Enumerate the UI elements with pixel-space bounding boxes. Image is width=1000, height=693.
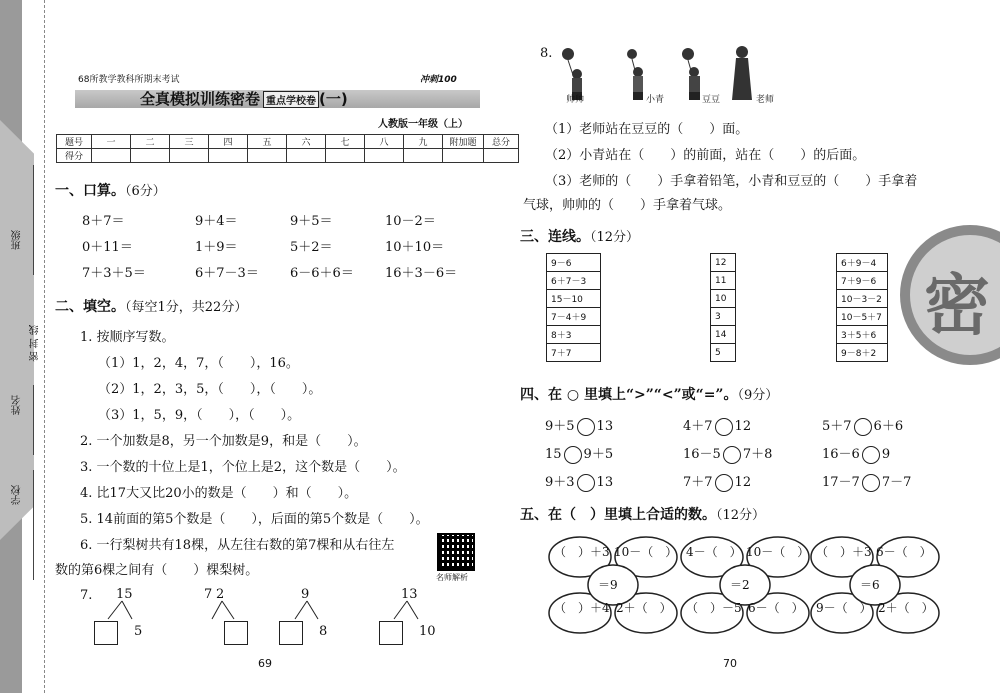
match-cell[interactable]: 9－6 [547,254,601,272]
flower-bl[interactable]: （ ）－5 [686,601,742,615]
q1c: （3）1，5，9，（ ），（ ）。 [98,408,301,423]
secret-stamp: 密 [900,225,1000,365]
q8c1: （3）老师的（ ）手拿着铅笔，小青和豆豆的（ ）手拿着 [545,174,918,189]
mental-math-item: 6－6＋6＝ [290,266,354,281]
score-cell[interactable] [365,149,404,163]
name-doudou: 豆豆 [702,95,721,105]
match-column-1 [546,253,601,362]
compare-circle[interactable] [577,418,595,436]
match-cell[interactable]: 15－10 [547,290,601,308]
flower-center: ＝2 [730,578,750,592]
compare-item: 9＋5 13 [545,419,614,434]
section5-title: 五、在（ ）里填上合适的数。（12分） [520,507,766,523]
q1: 1. 按顺序写数。 [80,330,175,345]
match-cell[interactable]: 7＋7 [547,344,601,362]
section4-title: 四、在 ○ 里填上“>”“<”或“=”。（9分） [520,387,779,403]
q8b: （2）小青站在（ ）的前面，站在（ ）的后面。 [545,148,866,163]
field-line-school [33,470,34,580]
score-header-cell: 一 [92,135,131,149]
score-header-cell: 附加题 [443,135,484,149]
q1a: （1）1，2，4，7，（ ），16。 [98,356,299,371]
compare-item: 5＋7 6＋6 [822,419,904,434]
compare-item: 7＋7 12 [683,475,752,490]
match-column-2 [710,253,736,362]
compare-circle[interactable] [854,418,872,436]
compare-circle[interactable] [715,474,733,492]
series-name: 68所教学教科所期末考试 [78,75,180,85]
cut-line [44,0,45,693]
name-shuaishuai: 帅帅 [566,95,585,105]
match-cell[interactable]: 10－5＋7 [837,308,888,326]
q7-label: 7. [80,588,93,603]
mental-math-item: 8＋7＝ [82,214,125,229]
split-right-number: 8 [319,624,328,639]
split-right-number: 10 [419,624,436,639]
mental-math-item: 1＋9＝ [195,240,238,255]
score-cell[interactable] [443,149,484,163]
compare-item: 16－6 9 [822,447,891,462]
score-cell[interactable] [170,149,209,163]
flower-tr[interactable]: 10－（ ） [614,545,678,559]
school-badge: 重点学校卷 [263,91,319,108]
page-number-right: 70 [723,657,737,670]
compare-item: 17－7 7－7 [822,475,912,490]
score-cell[interactable] [209,149,248,163]
match-column-3 [836,253,888,362]
mental-math-item: 6＋7－3＝ [195,266,259,281]
mental-math-item: 0＋11＝ [82,240,133,255]
class-label: 班级 [12,230,23,250]
q6a: 6. 一行梨树共有18棵，从左往右数的第7棵和从右往左 [80,538,395,553]
figure-teacher [732,46,752,100]
score-header-cell: 四 [209,135,248,149]
split-top-number: 9 [301,587,310,602]
score-header-cell: 三 [170,135,209,149]
flower-br[interactable]: 2＋（ ） [616,601,672,615]
number-flower [810,535,940,635]
match-cell[interactable]: 10 [711,290,736,308]
name-label: 姓名 [12,395,23,415]
compare-item: 15 9＋5 [545,447,614,462]
school-label: 学校 [12,485,23,505]
score-header-cell: 七 [326,135,365,149]
match-cell[interactable]: 3＋5＋6 [837,326,888,344]
score-row-label: 得分 [57,149,92,163]
q4: 4. 比17大又比20小的数是（ ）和（ ）。 [80,486,358,501]
compare-circle[interactable] [862,446,880,464]
number-flower [680,535,810,635]
mental-math-item: 16＋3－6＝ [385,266,458,281]
mental-math-item: 7＋3＋5＝ [82,266,146,281]
field-line-class [33,165,34,275]
q2: 2. 一个加数是8，另一个加数是9，和是（ ）。 [80,434,367,449]
q1b: （2）1，2，3，5，（ ），（ ）。 [98,382,322,397]
match-cell[interactable]: 5 [711,344,736,362]
split-top-number: 2 [216,587,225,602]
match-cell[interactable]: 11 [711,272,736,290]
score-header-cell: 八 [365,135,404,149]
split-top-number: 13 [401,587,418,602]
brand: 冲刺100 [420,75,457,85]
answer-box[interactable] [279,621,303,645]
compare-circle[interactable] [564,446,582,464]
flower-tl[interactable]: （ ）＋3 [554,545,610,559]
match-cell[interactable]: 3 [711,308,736,326]
mental-math-item: 9＋4＝ [195,214,238,229]
mental-math-item: 10－2＝ [385,214,436,229]
flower-tr[interactable]: 10－（ ） [746,545,810,559]
match-cell[interactable]: 9－8＋2 [837,344,888,362]
flower-bl[interactable]: 9－（ ） [816,601,872,615]
compare-item: 4＋7 12 [683,419,752,434]
match-cell[interactable]: 7＋9－6 [837,272,888,290]
flower-br[interactable]: 2＋（ ） [878,601,934,615]
match-cell[interactable]: 8＋3 [547,326,601,344]
qr-label: 名师解析 [436,573,468,582]
mental-math-item: 10＋10＝ [385,240,445,255]
flower-center: ＝9 [598,578,618,592]
score-header-cell: 二 [131,135,170,149]
edition: 人教版一年级（上） [378,119,468,130]
answer-box[interactable] [224,621,248,645]
q8c2: 气球，帅帅的（ ）手拿着气球。 [523,198,732,213]
mental-math-item: 5＋2＝ [290,240,333,255]
score-table [56,134,519,163]
page-title: 全真模拟训练密卷 重点学校卷 (一) [140,90,348,108]
score-cell[interactable] [326,149,365,163]
section2-title: 二、填空。（每空1分，共22分） [55,299,248,315]
score-header-cell: 题号 [57,135,92,149]
flower-tl[interactable]: 4－（ ） [686,545,742,559]
score-cell[interactable] [404,149,443,163]
figure-doudou [682,48,700,100]
match-cell[interactable]: 14 [711,326,736,344]
q3: 3. 一个数的十位上是1，个位上是2，这个数是（ ）。 [80,460,406,475]
compare-item: 16－5 7＋8 [683,447,773,462]
mental-math-item: 9＋5＝ [290,214,333,229]
name-teacher: 老师 [756,95,775,105]
field-line-name [33,385,34,455]
section1-title: 一、口算。（6分） [55,183,166,199]
split-top-number: 15 [116,587,133,602]
compare-circle[interactable] [715,418,733,436]
answer-box[interactable] [94,621,118,645]
page-number-left: 69 [258,657,272,670]
split-left-number: 7 [204,587,213,602]
match-cell[interactable]: 6＋9－4 [837,254,888,272]
compare-item: 9＋3 13 [545,475,614,490]
compare-circle[interactable] [577,474,595,492]
score-header-cell: 九 [404,135,443,149]
score-cell[interactable] [248,149,287,163]
score-cell[interactable] [131,149,170,163]
compare-circle[interactable] [723,446,741,464]
section3-title: 三、连线。（12分） [520,229,640,245]
flower-tl[interactable]: （ ）＋3 [816,545,872,559]
seal-label: 密 封 线 [30,325,41,362]
name-xiaoqing: 小青 [646,95,665,105]
flower-tr[interactable]: 6－（ ） [876,545,932,559]
match-cell[interactable]: 7－4＋9 [547,308,601,326]
number-flower [548,535,678,635]
match-cell[interactable]: 10－3－2 [837,290,888,308]
score-header-cell: 总分 [484,135,519,149]
q8-label: 8. [540,46,553,61]
match-cell[interactable]: 6＋7－3 [547,272,601,290]
qr-code[interactable] [437,533,475,571]
flower-center: ＝6 [860,578,880,592]
score-cell[interactable] [287,149,326,163]
flower-br[interactable]: 6－（ ） [748,601,804,615]
match-cell[interactable]: 12 [711,254,736,272]
score-cell[interactable] [484,149,519,163]
score-cell[interactable] [92,149,131,163]
figure-xiaoqing [627,49,643,100]
answer-box[interactable] [379,621,403,645]
score-header-cell: 五 [248,135,287,149]
q5: 5. 14前面的第5个数是（ ），后面的第5个数是（ ）。 [80,512,429,527]
flower-bl[interactable]: （ ）＋4 [554,601,610,615]
split-right-number: 5 [134,624,143,639]
compare-circle[interactable] [862,474,880,492]
q6b: 数的第6棵之间有（ ）棵梨树。 [55,563,259,578]
score-header-cell: 六 [287,135,326,149]
q8a: （1）老师站在豆豆的（ ）面。 [545,122,749,137]
